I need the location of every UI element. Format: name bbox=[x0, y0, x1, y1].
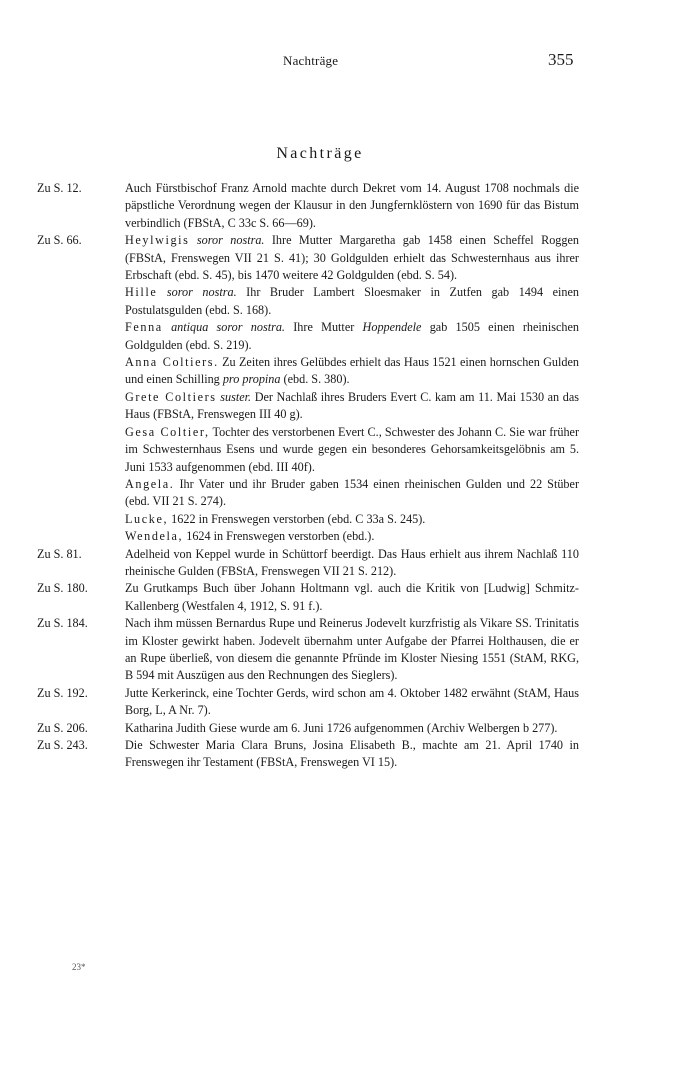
entry-paragraph bbox=[125, 319, 579, 354]
page-reference: Zu S. 81. bbox=[37, 546, 82, 561]
text-run: 1622 in Frenswegen verstorben (ebd. C 33a S. 245). bbox=[168, 511, 426, 526]
italic-text: pro propina bbox=[222, 372, 281, 387]
entry-body bbox=[125, 580, 579, 615]
text-run: Auch Fürstbischof Franz Arnold machte durch Dekret vom 14. August 1708 nochmals die päpstliche Verordnung wegen der Klausur in den Jungfernklöstern von 1690 für das Bistum verbindlich (FBStA, C 33c S. 66—69). bbox=[125, 181, 579, 230]
text-run: Ihr Bruder Lambert Sloesmaker in Zutfen gab 1494 einen Postulatsgulden (ebd. S. 168). bbox=[125, 285, 579, 317]
entry-paragraph bbox=[125, 528, 579, 545]
entry-paragraph bbox=[125, 424, 579, 476]
text-run: Zu Grutkamps Buch über Johann Holtmann vgl. auch die Kritik von [Ludwig] Schmitz-Kallenberg (Westfalen 4, 1912, S. 91 f.). bbox=[125, 581, 579, 613]
entry-body bbox=[125, 720, 579, 737]
person-name: Hille bbox=[125, 285, 158, 300]
page-reference: Zu S. 243. bbox=[37, 738, 88, 752]
addendum-entry bbox=[0, 737, 700, 772]
addenda-list bbox=[0, 180, 700, 772]
italic-text: soror nostra. bbox=[166, 285, 237, 300]
section-title: Nachträge bbox=[276, 145, 364, 162]
entry-paragraph bbox=[125, 180, 579, 232]
page-reference: Zu S. 192. bbox=[37, 685, 88, 700]
person-name: Angela. bbox=[125, 476, 175, 491]
page-number: 355 bbox=[548, 50, 574, 69]
text-run: Jutte Kerkerinck, eine Tochter Gerds, wird schon am 4. Oktober 1482 erwähnt (StAM, Haus Borg, L, A Nr. 7). bbox=[125, 685, 579, 718]
text-run: Tochter des verstorbenen Evert C., Schwester des Johann C. Sie war früher im Schwesternhaus Esens und wurde gegen ein besonderes Gehorsamkeitsgelöbnis am 5. Juni 1533 aufgenommen (ebd. III 40f). bbox=[125, 424, 580, 474]
entry-paragraph bbox=[125, 720, 579, 737]
entry-body bbox=[125, 737, 579, 772]
page-reference: Zu S. 66. bbox=[37, 233, 82, 248]
addendum-entry bbox=[0, 580, 700, 615]
addendum-entry bbox=[0, 180, 700, 232]
text-run: 1624 in Frenswegen verstorben (ebd.). bbox=[183, 529, 375, 544]
signature-mark: 23* bbox=[72, 962, 86, 972]
entry-paragraph bbox=[125, 389, 579, 424]
entry-paragraph bbox=[125, 354, 579, 389]
entry-paragraph bbox=[125, 580, 579, 615]
entry-body bbox=[125, 685, 579, 720]
running-head bbox=[0, 50, 700, 69]
text-run bbox=[157, 285, 167, 299]
entry-paragraph bbox=[125, 737, 579, 772]
text-run: gab 1505 einen rheinischen Goldgulden (ebd. S. 219). bbox=[125, 320, 580, 352]
entry-paragraph bbox=[125, 511, 579, 528]
entry-paragraph bbox=[125, 546, 579, 581]
addendum-entry bbox=[0, 232, 700, 545]
person-name: Anna Coltiers. bbox=[125, 355, 219, 370]
addendum-entry bbox=[0, 685, 700, 720]
entry-paragraph bbox=[125, 476, 579, 511]
text-run bbox=[190, 233, 197, 247]
running-title: Nachträge bbox=[283, 53, 339, 68]
addendum-entry bbox=[0, 615, 700, 685]
person-name: Grete Coltiers bbox=[125, 389, 217, 404]
person-name: Heylwigis bbox=[125, 233, 190, 248]
entry-body bbox=[125, 546, 579, 581]
entry-paragraph bbox=[125, 284, 579, 319]
text-run: Ihr Vater und ihr Bruder gaben 1534 einen rheinischen Gulden und 22 Stüber (ebd. VII 21 S. 274). bbox=[125, 476, 579, 509]
entry-body bbox=[125, 615, 579, 685]
text-run: Zu Zeiten ihres Gelübdes erhielt das Haus 1521 einen hornschen Gulden und einen Schilling bbox=[125, 355, 580, 387]
text-run: (ebd. S. 380). bbox=[280, 372, 350, 387]
entry-paragraph bbox=[125, 232, 579, 284]
entry-body bbox=[125, 180, 579, 232]
entry-paragraph bbox=[125, 615, 579, 685]
entry-body bbox=[125, 232, 579, 545]
addendum-entry bbox=[0, 546, 700, 581]
page-reference: Zu S. 184. bbox=[37, 616, 88, 631]
text-run bbox=[163, 320, 171, 334]
text-run: Die Schwester Maria Clara Bruns, Josina Elisabeth B., machte am 21. April 1740 in Frenswegen ihr Testament (FBStA, Frenswegen VI 15). bbox=[125, 738, 579, 770]
text-run: Adelheid von Keppel wurde in Schüttorf beerdigt. Das Haus erhielt aus ihrem Nachlaß 110 rheinische Gulden (FBStA, Frenswegen VII 21 S. 212). bbox=[125, 546, 579, 578]
text-run: Nach ihm müssen Bernardus Rupe und Reinerus Jodevelt kurzfristig als Vikare SS. Trinitatis im Kloster gewirkt haben. Jodevelt übernahm unter Aufgabe der Pfarrei Holthausen, die er an Rupe überließ, von diesem die genannte Pfründe im Kloster Niesing 1551 (StAM, RKG, B 594 mit Auszügen aus den Rechnungen des Sieglers). bbox=[125, 616, 579, 683]
page-reference: Zu S. 12. bbox=[37, 181, 82, 195]
italic-text: suster. bbox=[220, 389, 252, 404]
text-run: Ihre Mutter Margaretha gab 1458 einen Scheffel Roggen (FBStA, Frenswegen VII 21 S. 41); 30 Goldgulden erhielt das Schwesternhaus aus ihrer Erbschaft (ebd. S. 45), bis 1470 weitere 42 Goldgulden (ebd. S. 54). bbox=[125, 233, 579, 283]
page-reference: Zu S. 180. bbox=[37, 581, 88, 596]
page-reference: Zu S. 206. bbox=[37, 720, 88, 735]
italic-text: soror nostra. bbox=[196, 233, 265, 248]
person-name: Wendela, bbox=[125, 529, 184, 544]
person-name: Gesa Coltier, bbox=[125, 424, 210, 439]
person-name: Fenna bbox=[125, 320, 163, 335]
person-name: Lucke, bbox=[125, 511, 169, 526]
addendum-entry bbox=[0, 720, 700, 737]
italic-text: Hoppendele bbox=[362, 320, 422, 335]
text-run: Katharina Judith Giese wurde am 6. Juni 1726 aufgenommen (Archiv Welbergen b 277). bbox=[125, 720, 558, 735]
italic-text: antiqua soror nostra. bbox=[171, 320, 285, 335]
entry-paragraph bbox=[125, 685, 579, 720]
text-run: Ihre Mutter bbox=[284, 320, 363, 335]
text-run: Der Nachlaß ihres Bruders Evert C. kam am 11. Mai 1530 an das Haus (FBStA, Frenswegen III 40 g). bbox=[125, 389, 579, 422]
